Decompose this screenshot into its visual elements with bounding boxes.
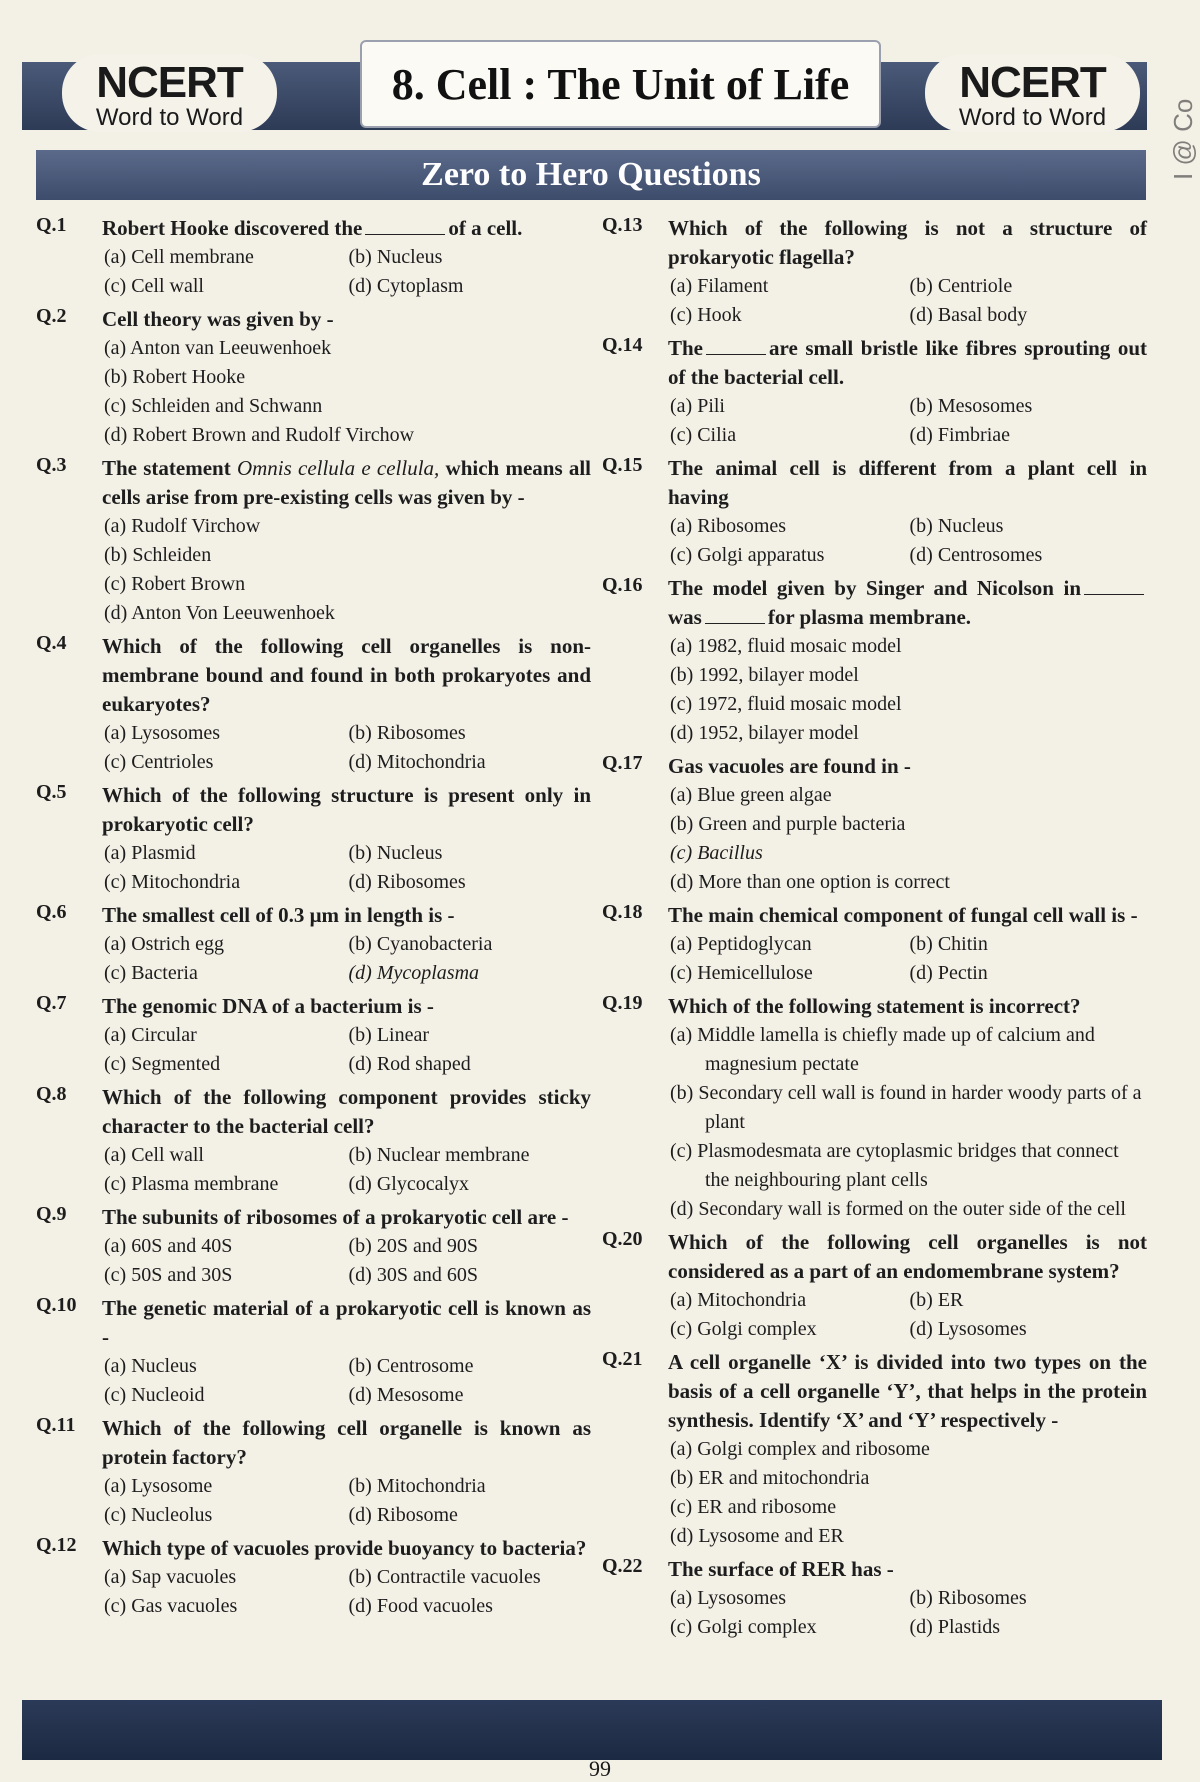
question-text: Which of the following cell organelles is not considered as a part of an endomembrane system? <box>668 1230 1147 1283</box>
question-number: Q.7 <box>36 992 67 1014</box>
option-b: (b) ER and mitochondria <box>670 1467 870 1489</box>
option-d: (d) Ribosomes <box>348 871 466 893</box>
option-a: (a) Blue green algae <box>670 784 832 806</box>
option-c: (c) Plasmodesmata are cytoplasmic bridges that connect the neighbouring plant cells <box>670 1140 1119 1191</box>
options <box>102 930 591 988</box>
question-text: Which of the following statement is incorrect? <box>668 994 1081 1018</box>
question-22 <box>602 1555 1147 1642</box>
option-a: (a) Pili <box>670 395 725 417</box>
question-number: Q.9 <box>36 1203 67 1225</box>
option-d: (d) Centrosomes <box>909 544 1043 566</box>
option-b: (b) Mitochondria <box>348 1475 486 1497</box>
option-a: (a) 60S and 40S <box>104 1235 233 1257</box>
question-6 <box>36 901 591 988</box>
question-number: Q.1 <box>36 214 67 236</box>
question-text: The subunits of ribosomes of a prokaryotic cell are - <box>102 1205 569 1229</box>
answer-blank <box>1084 576 1144 595</box>
brand-line2: Word to Word <box>958 104 1107 131</box>
option-c: (c) Plasma membrane <box>104 1173 279 1195</box>
answer-blank <box>706 336 766 355</box>
question-20 <box>602 1228 1147 1344</box>
option-d: (d) Ribosome <box>348 1504 458 1526</box>
question-text: The model given by Singer and Nicolson in was for plasma membrane. <box>668 574 1147 632</box>
option-b: (b) Centriole <box>909 275 1013 297</box>
brand-logo-left <box>62 54 277 132</box>
question-text: Robert Hooke discovered the of a cell. <box>102 216 523 240</box>
chapter-title: 8. Cell : The Unit of Life <box>360 40 881 128</box>
question-10 <box>36 1294 591 1410</box>
question-number: Q.17 <box>602 752 643 774</box>
option-d: (d) More than one option is correct <box>670 871 950 893</box>
option-b: (b) Nucleus <box>348 842 443 864</box>
option-c: (c) Bacteria <box>104 962 198 984</box>
option-b: (b) Secondary cell wall is found in harder woody parts of a plant <box>670 1082 1142 1133</box>
option-d: (d) Lysosomes <box>909 1318 1027 1340</box>
question-text: A cell organelle ‘X’ is divided into two types on the basis of a cell organelle ‘Y’, that helps in the protein synthesis. Identify ‘X’ and ‘Y’ respectively - <box>668 1350 1147 1432</box>
option-a: (a) Golgi complex and ribosome <box>670 1438 930 1460</box>
options <box>102 1232 591 1290</box>
option-c: (c) Nucleoid <box>104 1384 205 1406</box>
option-d: (d) Mesosome <box>348 1384 464 1406</box>
option-b: (b) Robert Hooke <box>104 366 246 388</box>
section-title: Zero to Hero Questions <box>36 150 1146 200</box>
question-text: Which of the following is not a structure of prokaryotic flagella? <box>668 216 1147 269</box>
options <box>668 1435 1147 1551</box>
option-d: (d) Mitochondria <box>348 751 486 773</box>
option-b: (b) Cyanobacteria <box>348 933 493 955</box>
option-d: (d) Food vacuoles <box>348 1595 493 1617</box>
option-d: (d) Lysosome and ER <box>670 1525 844 1547</box>
option-d: (d) 30S and 60S <box>348 1264 478 1286</box>
option-c: (c) Mitochondria <box>104 871 241 893</box>
question-text: Cell theory was given by - <box>102 307 334 331</box>
question-number: Q.6 <box>36 901 67 923</box>
question-text: Which of the following cell organelle is known as protein factory? <box>102 1416 591 1469</box>
options <box>668 1021 1147 1224</box>
question-7 <box>36 992 591 1079</box>
options <box>102 512 591 628</box>
question-1 <box>36 214 591 301</box>
options <box>102 1563 591 1621</box>
options <box>102 243 591 301</box>
option-a: (a) Anton van Leeuwenhoek <box>104 337 332 359</box>
question-text: The are small bristle like fibres sprouting out of the bacterial cell. <box>668 336 1147 389</box>
question-5 <box>36 781 591 897</box>
question-number: Q.3 <box>36 454 67 476</box>
question-text: The smallest cell of 0.3 μm in length is - <box>102 903 455 927</box>
question-text: Which of the following component provides sticky character to the bacterial cell? <box>102 1085 591 1138</box>
question-9 <box>36 1203 591 1290</box>
question-3 <box>36 454 591 628</box>
question-number: Q.18 <box>602 901 643 923</box>
option-c: (c) Bacillus <box>670 842 763 864</box>
option-b: (b) Green and purple bacteria <box>670 813 906 835</box>
option-b: (b) ER <box>909 1289 964 1311</box>
option-a: (a) Cell wall <box>104 1144 204 1166</box>
option-d: (d) Robert Brown and Rudolf Virchow <box>104 424 415 446</box>
question-18 <box>602 901 1147 988</box>
option-b: (b) Ribosomes <box>909 1587 1027 1609</box>
question-number: Q.2 <box>36 305 67 327</box>
option-c: (c) Cilia <box>670 424 737 446</box>
question-text: The main chemical component of fungal cell wall is - <box>668 903 1138 927</box>
option-c: (c) Centrioles <box>104 751 214 773</box>
option-a: (a) Rudolf Virchow <box>104 515 261 537</box>
option-d: (d) Pectin <box>909 962 988 984</box>
option-b: (b) Contractile vacuoles <box>348 1566 541 1588</box>
option-a: (a) Ostrich egg <box>104 933 224 955</box>
option-b: (b) 1992, bilayer model <box>670 664 859 686</box>
option-a: (a) Lysosome <box>104 1475 213 1497</box>
option-a: (a) Middle lamella is chiefly made up of calcium and magnesium pectate <box>670 1024 1095 1075</box>
option-b: (b) Mesosomes <box>909 395 1033 417</box>
option-d: (d) Mycoplasma <box>348 962 480 984</box>
options <box>102 1472 591 1530</box>
options <box>668 632 1147 748</box>
options <box>668 272 1147 330</box>
option-c: (c) Cell wall <box>104 275 204 297</box>
option-b: (b) Linear <box>348 1024 430 1046</box>
question-21 <box>602 1348 1147 1551</box>
option-d: (d) Secondary wall is formed on the outer side of the cell <box>670 1198 1126 1220</box>
question-16 <box>602 574 1147 748</box>
option-c: (c) Hemicellulose <box>670 962 813 984</box>
answer-blank <box>705 605 765 624</box>
option-a: (a) Peptidoglycan <box>670 933 812 955</box>
question-11 <box>36 1414 591 1530</box>
brand-logo-right <box>925 54 1140 132</box>
option-c: (c) Schleiden and Schwann <box>104 395 323 417</box>
question-text: The statement Omnis cellula e cellula, which means all cells arise from pre-existing cells was given by - <box>102 456 592 509</box>
page-number: 99 <box>589 1756 611 1781</box>
option-a: (a) Mitochondria <box>670 1289 807 1311</box>
option-c: (c) Hook <box>670 304 742 326</box>
options <box>102 1352 591 1410</box>
option-a: (a) Ribosomes <box>670 515 787 537</box>
option-a: (a) Circular <box>104 1024 197 1046</box>
question-number: Q.14 <box>602 334 643 356</box>
brand-line1: NCERT <box>96 58 243 107</box>
option-b: (b) Chitin <box>909 933 988 955</box>
question-13 <box>602 214 1147 330</box>
option-c: (c) ER and ribosome <box>670 1496 837 1518</box>
options <box>668 781 1147 897</box>
option-c: (c) 1972, fluid mosaic model <box>670 693 902 715</box>
question-number: Q.12 <box>36 1534 77 1556</box>
option-a: (a) Lysosomes <box>670 1587 787 1609</box>
question-number: Q.11 <box>36 1414 76 1436</box>
question-12 <box>36 1534 591 1621</box>
option-c: (c) 50S and 30S <box>104 1264 233 1286</box>
question-text: Which of the following cell organelles is non-membrane bound and found in both prokaryotes and eukaryotes? <box>102 634 591 716</box>
option-c: (c) Gas vacuoles <box>104 1595 238 1617</box>
answer-blank <box>365 216 445 235</box>
options <box>102 1141 591 1199</box>
option-c: (c) Golgi apparatus <box>670 544 825 566</box>
question-17 <box>602 752 1147 897</box>
question-14 <box>602 334 1147 450</box>
question-8 <box>36 1083 591 1199</box>
option-d: (d) Anton Von Leeuwenhoek <box>104 602 335 624</box>
question-number: Q.10 <box>36 1294 77 1316</box>
question-number: Q.15 <box>602 454 643 476</box>
question-text: The surface of RER has - <box>668 1557 894 1581</box>
option-d: (d) Cytoplasm <box>348 275 464 297</box>
option-a: (a) Sap vacuoles <box>104 1566 237 1588</box>
question-number: Q.21 <box>602 1348 643 1370</box>
option-d: (d) Basal body <box>909 304 1028 326</box>
question-19 <box>602 992 1147 1224</box>
question-number: Q.16 <box>602 574 643 596</box>
option-d: (d) Plastids <box>909 1616 1001 1638</box>
question-number: Q.4 <box>36 632 67 654</box>
question-text: The genomic DNA of a bacterium is - <box>102 994 434 1018</box>
brand-line1: NCERT <box>959 58 1106 107</box>
question-4 <box>36 632 591 777</box>
question-text: Gas vacuoles are found in - <box>668 754 911 778</box>
option-b: (b) Centrosome <box>348 1355 474 1377</box>
option-b: (b) Nucleus <box>909 515 1004 537</box>
option-a: (a) Lysosomes <box>104 722 221 744</box>
options <box>668 1584 1147 1642</box>
option-b: (b) 20S and 90S <box>348 1235 478 1257</box>
options <box>102 719 591 777</box>
option-a: (a) Nucleus <box>104 1355 197 1377</box>
question-2 <box>36 305 591 450</box>
option-b: (b) Ribosomes <box>348 722 466 744</box>
option-b: (b) Nucleus <box>348 246 443 268</box>
footer-band <box>22 1700 1162 1760</box>
option-a: (a) 1982, fluid mosaic model <box>670 635 902 657</box>
right-column <box>602 214 1147 1646</box>
question-number: Q.22 <box>602 1555 643 1577</box>
question-number: Q.13 <box>602 214 643 236</box>
options <box>668 1286 1147 1344</box>
question-number: Q.5 <box>36 781 67 803</box>
option-d: (d) Fimbriae <box>909 424 1011 446</box>
side-mark: I @ Co <box>1168 98 1198 180</box>
left-column <box>36 214 591 1625</box>
options <box>668 392 1147 450</box>
option-c: (c) Golgi complex <box>670 1318 817 1340</box>
option-c: (c) Nucleolus <box>104 1504 213 1526</box>
option-d: (d) Glycocalyx <box>348 1173 470 1195</box>
option-c: (c) Golgi complex <box>670 1616 817 1638</box>
option-a: (a) Cell membrane <box>104 246 254 268</box>
option-a: (a) Plasmid <box>104 842 196 864</box>
option-d: (d) 1952, bilayer model <box>670 722 859 744</box>
options <box>668 512 1147 570</box>
options <box>668 930 1147 988</box>
question-text: The genetic material of a prokaryotic cell is known as - <box>102 1296 591 1349</box>
brand-line2: Word to Word <box>95 104 244 131</box>
option-c: (c) Segmented <box>104 1053 221 1075</box>
options <box>102 839 591 897</box>
question-text: The animal cell is different from a plant cell in having <box>668 456 1147 509</box>
question-number: Q.20 <box>602 1228 643 1250</box>
option-c: (c) Robert Brown <box>104 573 246 595</box>
option-b: (b) Nuclear membrane <box>348 1144 530 1166</box>
option-a: (a) Filament <box>670 275 769 297</box>
question-text: Which of the following structure is present only in prokaryotic cell? <box>102 783 591 836</box>
option-d: (d) Rod shaped <box>348 1053 471 1075</box>
question-number: Q.8 <box>36 1083 67 1105</box>
options <box>102 334 591 450</box>
question-number: Q.19 <box>602 992 643 1014</box>
question-text: Which type of vacuoles provide buoyancy to bacteria? <box>102 1536 587 1560</box>
option-b: (b) Schleiden <box>104 544 212 566</box>
options <box>102 1021 591 1079</box>
question-15 <box>602 454 1147 570</box>
